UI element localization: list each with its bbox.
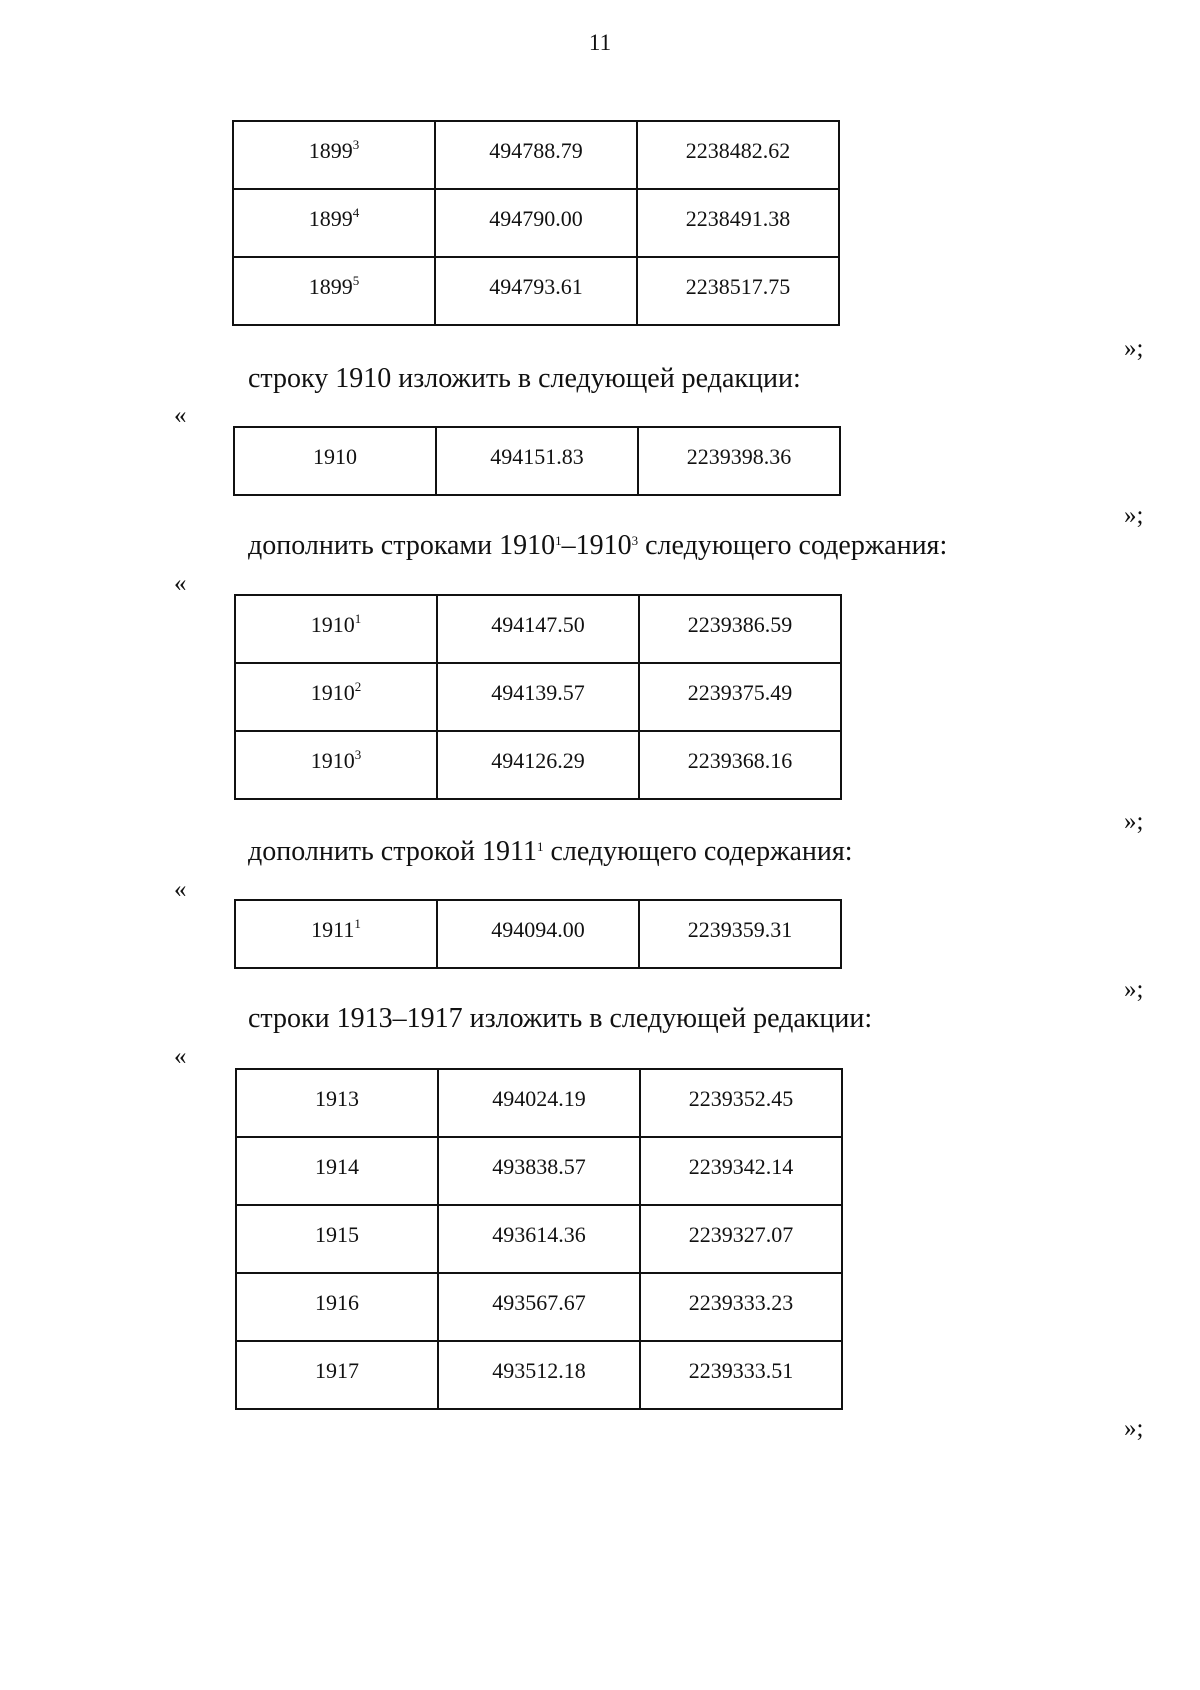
y-coordinate-cell: 2239327.07 bbox=[640, 1205, 842, 1273]
table-row bbox=[236, 1137, 842, 1205]
x-coordinate-cell: 493567.67 bbox=[438, 1273, 640, 1341]
point-number-cell: 1910$^2$ bbox=[235, 663, 437, 731]
closing-quote: »; bbox=[1124, 335, 1144, 362]
point-number-cell: 1910$^3$ bbox=[235, 731, 437, 799]
x-coordinate-cell: 493512.18 bbox=[438, 1341, 640, 1409]
closing-quote: »; bbox=[1124, 1415, 1144, 1442]
point-number-cell: 1911$^1$ bbox=[235, 900, 437, 968]
table-row bbox=[236, 1205, 842, 1273]
point-number-cell: 1916 bbox=[236, 1273, 438, 1341]
x-coordinate-cell: 493838.57 bbox=[438, 1137, 640, 1205]
point-number-cell: 1899$^5$ bbox=[233, 257, 435, 325]
opening-quote: « bbox=[174, 402, 187, 429]
x-coordinate-cell: 493614.36 bbox=[438, 1205, 640, 1273]
y-coordinate-cell: 2239398.36 bbox=[638, 427, 840, 495]
table-row bbox=[236, 1341, 842, 1409]
point-number-cell: 1915 bbox=[236, 1205, 438, 1273]
opening-quote: « bbox=[174, 570, 187, 597]
point-number-cell: 1913 bbox=[236, 1069, 438, 1137]
x-coordinate-cell: 494024.19 bbox=[438, 1069, 640, 1137]
y-coordinate-cell: 2238517.75 bbox=[637, 257, 839, 325]
x-coordinate-cell: 494151.83 bbox=[436, 427, 638, 495]
y-coordinate-cell: 2239352.45 bbox=[640, 1069, 842, 1137]
instruction-text: строку 1910 изложить в следующей редакции: bbox=[248, 363, 801, 394]
table-row bbox=[235, 900, 841, 968]
table-row bbox=[236, 1069, 842, 1137]
table-row bbox=[233, 121, 839, 189]
table-row bbox=[234, 427, 840, 495]
closing-quote: »; bbox=[1124, 808, 1144, 835]
closing-quote: »; bbox=[1124, 502, 1144, 529]
point-number-cell: 1910$^1$ bbox=[235, 595, 437, 663]
coordinates-table-1911 bbox=[234, 899, 842, 969]
page-number: 11 bbox=[588, 30, 612, 55]
opening-quote: « bbox=[174, 1043, 187, 1070]
y-coordinate-cell: 2239333.51 bbox=[640, 1341, 842, 1409]
table-row bbox=[235, 731, 841, 799]
x-coordinate-cell: 494094.00 bbox=[437, 900, 639, 968]
point-number-cell: 1899$^4$ bbox=[233, 189, 435, 257]
x-coordinate-cell: 494788.79 bbox=[435, 121, 637, 189]
table-row bbox=[233, 257, 839, 325]
x-coordinate-cell: 494126.29 bbox=[437, 731, 639, 799]
opening-quote: « bbox=[174, 876, 187, 903]
coordinates-table-1899 bbox=[232, 120, 840, 326]
coordinates-table-1910 bbox=[233, 426, 841, 496]
y-coordinate-cell: 2238491.38 bbox=[637, 189, 839, 257]
point-number-cell: 1917 bbox=[236, 1341, 438, 1409]
x-coordinate-cell: 494139.57 bbox=[437, 663, 639, 731]
x-coordinate-cell: 494790.00 bbox=[435, 189, 637, 257]
y-coordinate-cell: 2238482.62 bbox=[637, 121, 839, 189]
x-coordinate-cell: 494793.61 bbox=[435, 257, 637, 325]
coordinates-table-1910-extra bbox=[234, 594, 842, 800]
y-coordinate-cell: 2239342.14 bbox=[640, 1137, 842, 1205]
instruction-text: дополнить строкой 1911$^1$ следующего содержания: bbox=[248, 836, 853, 867]
point-number-cell: 1899$^3$ bbox=[233, 121, 435, 189]
instruction-text: строки 1913–1917 изложить в следующей редакции: bbox=[248, 1003, 873, 1034]
table-row bbox=[235, 595, 841, 663]
table-row bbox=[236, 1273, 842, 1341]
y-coordinate-cell: 2239386.59 bbox=[639, 595, 841, 663]
coordinates-table-1913-1917 bbox=[235, 1068, 843, 1410]
table-row bbox=[233, 189, 839, 257]
y-coordinate-cell: 2239375.49 bbox=[639, 663, 841, 731]
x-coordinate-cell: 494147.50 bbox=[437, 595, 639, 663]
closing-quote: »; bbox=[1124, 976, 1144, 1003]
instruction-text: дополнить строками 1910$^1$–1910$^3$ следующего содержания: bbox=[248, 530, 948, 561]
y-coordinate-cell: 2239359.31 bbox=[639, 900, 841, 968]
y-coordinate-cell: 2239368.16 bbox=[639, 731, 841, 799]
point-number-cell: 1914 bbox=[236, 1137, 438, 1205]
point-number-cell: 1910 bbox=[234, 427, 436, 495]
table-row bbox=[235, 663, 841, 731]
y-coordinate-cell: 2239333.23 bbox=[640, 1273, 842, 1341]
